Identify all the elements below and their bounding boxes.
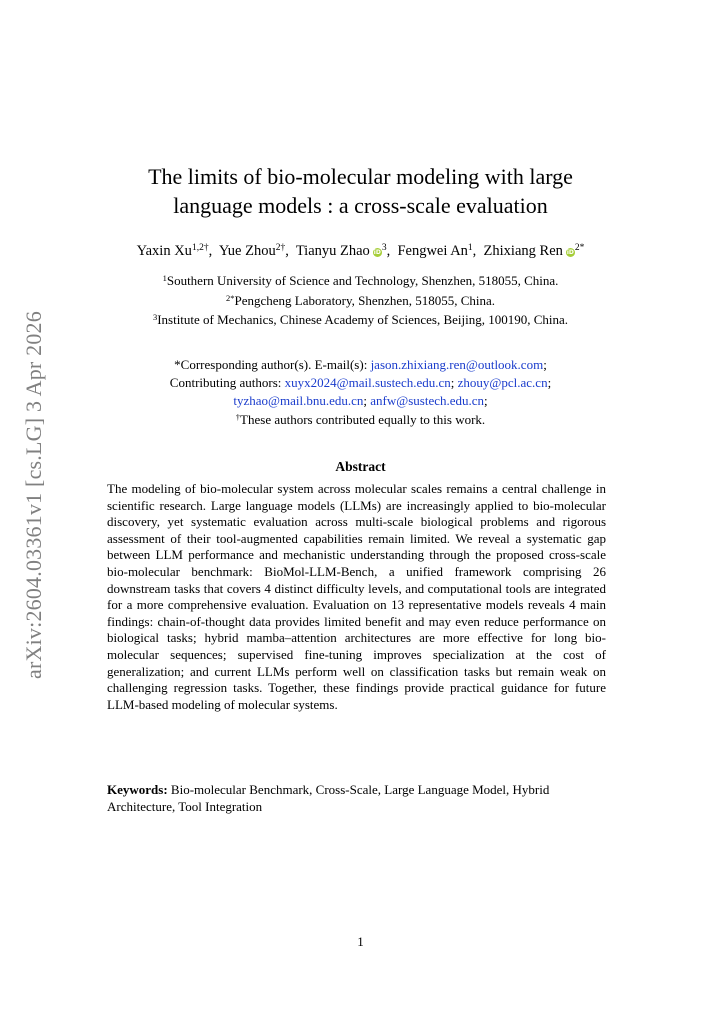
keywords-label: Keywords: <box>107 782 168 797</box>
author-affiliation-mark: 2* <box>574 243 585 253</box>
author-name: Zhixiang Ren <box>483 243 563 259</box>
contributing-label: Contributing authors: <box>169 375 285 391</box>
title-line-1: The limits of bio-molecular modeling with large <box>148 164 573 189</box>
equal-contribution-text: These authors contributed equally to this work. <box>240 411 486 427</box>
orcid-icon[interactable]: iD <box>566 249 574 256</box>
affiliation-mark: 1 <box>162 273 167 283</box>
affiliation-text: Pengcheng Laboratory, Shenzhen, 518055, China. <box>234 292 496 308</box>
affiliation-item <box>0 271 721 291</box>
affiliation-text: Southern University of Science and Technology, Shenzhen, 518055, China. <box>166 273 559 288</box>
corresponding-email-link[interactable]: jason.zhixiang.ren@outlook.com <box>370 357 544 372</box>
author-list: Yaxin $Xu^{1,2\dagger}$, Yue Zhou$^{2\dagger}$, Tianyu Zhao $iD^3$, Fengwei An$^1$, Zhixiang Ren $iD^{2*}$ <box>136 243 585 259</box>
author-affiliation-mark: 1 <box>467 243 473 253</box>
affiliation-item <box>0 291 721 311</box>
author-name: Yue Zhou <box>218 243 276 259</box>
author-affiliation-mark: 2† <box>275 243 286 253</box>
contact-block <box>0 356 721 429</box>
affiliation-mark: 2* <box>225 292 235 303</box>
email-link[interactable]: zhouy@pcl.ac.cn <box>457 375 548 391</box>
author-name: Yaxin Xu <box>136 243 192 259</box>
corresponding-author-line: *Corresponding author(s). E-mail(s): jason.zhixiang.ren@outlook.com; <box>174 357 547 372</box>
author-name: Tianyu Zhao <box>295 243 370 259</box>
orcid-icon[interactable]: iD <box>373 249 381 256</box>
page-number: 1 <box>357 934 364 949</box>
affiliation-list <box>0 271 721 330</box>
author-name: Fengwei An <box>397 243 468 259</box>
equal-contribution-note <box>0 411 721 429</box>
author-affiliation-mark: 3 <box>381 243 387 253</box>
abstract-heading: Abstract <box>335 459 386 474</box>
paper-title <box>0 162 721 220</box>
dagger-mark: † <box>235 411 241 422</box>
abstract-text: The modeling of bio-molecular system across molecular scales remains a central challenge in scientific research. Large language models (LLMs) are increasingly applied to bio-molecular discovery, yet systematic evaluation across multi-scale biological problems and rigorous assessment of their tool-augmented capabilities remain limited. We reveal a systematic gap between LLM performance and mechanistic understanding through the proposed cross-scale bio-molecular benchmark: BioMol-LLM-Bench, a unified framework comprising 26 downstream tasks that covers 4 distinct difficulty levels, and computational tools are integrated for a more comprehensive evaluation. Evaluation on 13 representative models reveals 4 main findings: chain-of-thought data provides limited benefit and may even reduce performance on biological tasks; hybrid mamba–attention architectures are more effective for long bio-molecular sequences; supervised fine-tuning improves specialization at the cost of generalization; and current LLMs perform well on classification tasks but remain weak on challenging regression tasks. Together, these findings provide practical guidance for future LLM-based modeling of molecular systems. <box>107 481 606 712</box>
contributing-authors-line: Contributing authors: xuyx2024@mail.sustech.edu.cn; zhouy@pcl.ac.cn; <box>169 375 552 391</box>
author-affiliation-mark: 1,2† <box>191 243 209 253</box>
affiliation-item <box>0 310 721 330</box>
arxiv-identifier-text: arXiv:2604.03361v1 [cs.LG] 3 Apr 2026 <box>21 311 47 679</box>
affiliation-mark: 3 <box>152 312 158 322</box>
keywords-text: Bio-molecular Benchmark, Cross-Scale, Large Language Model, Hybrid Architecture, Tool Integration <box>107 782 550 814</box>
title-line-2: language models : a cross-scale evaluation <box>173 193 548 218</box>
corresponding-label: *Corresponding author(s). E-mail(s): <box>174 357 371 372</box>
keywords-block <box>107 782 606 815</box>
affiliation-text: Institute of Mechanics, Chinese Academy of Sciences, Beijing, 100190, China. <box>157 312 569 327</box>
email-link[interactable]: tyzhao@mail.bnu.edu.cn <box>233 393 364 409</box>
email-link[interactable]: anfw@sustech.edu.cn <box>370 393 485 409</box>
contributing-authors-line-2: tyzhao@mail.bnu.edu.cn; anfw@sustech.edu.cn; <box>233 393 488 409</box>
email-link[interactable]: xuyx2024@mail.sustech.edu.cn <box>284 375 451 391</box>
